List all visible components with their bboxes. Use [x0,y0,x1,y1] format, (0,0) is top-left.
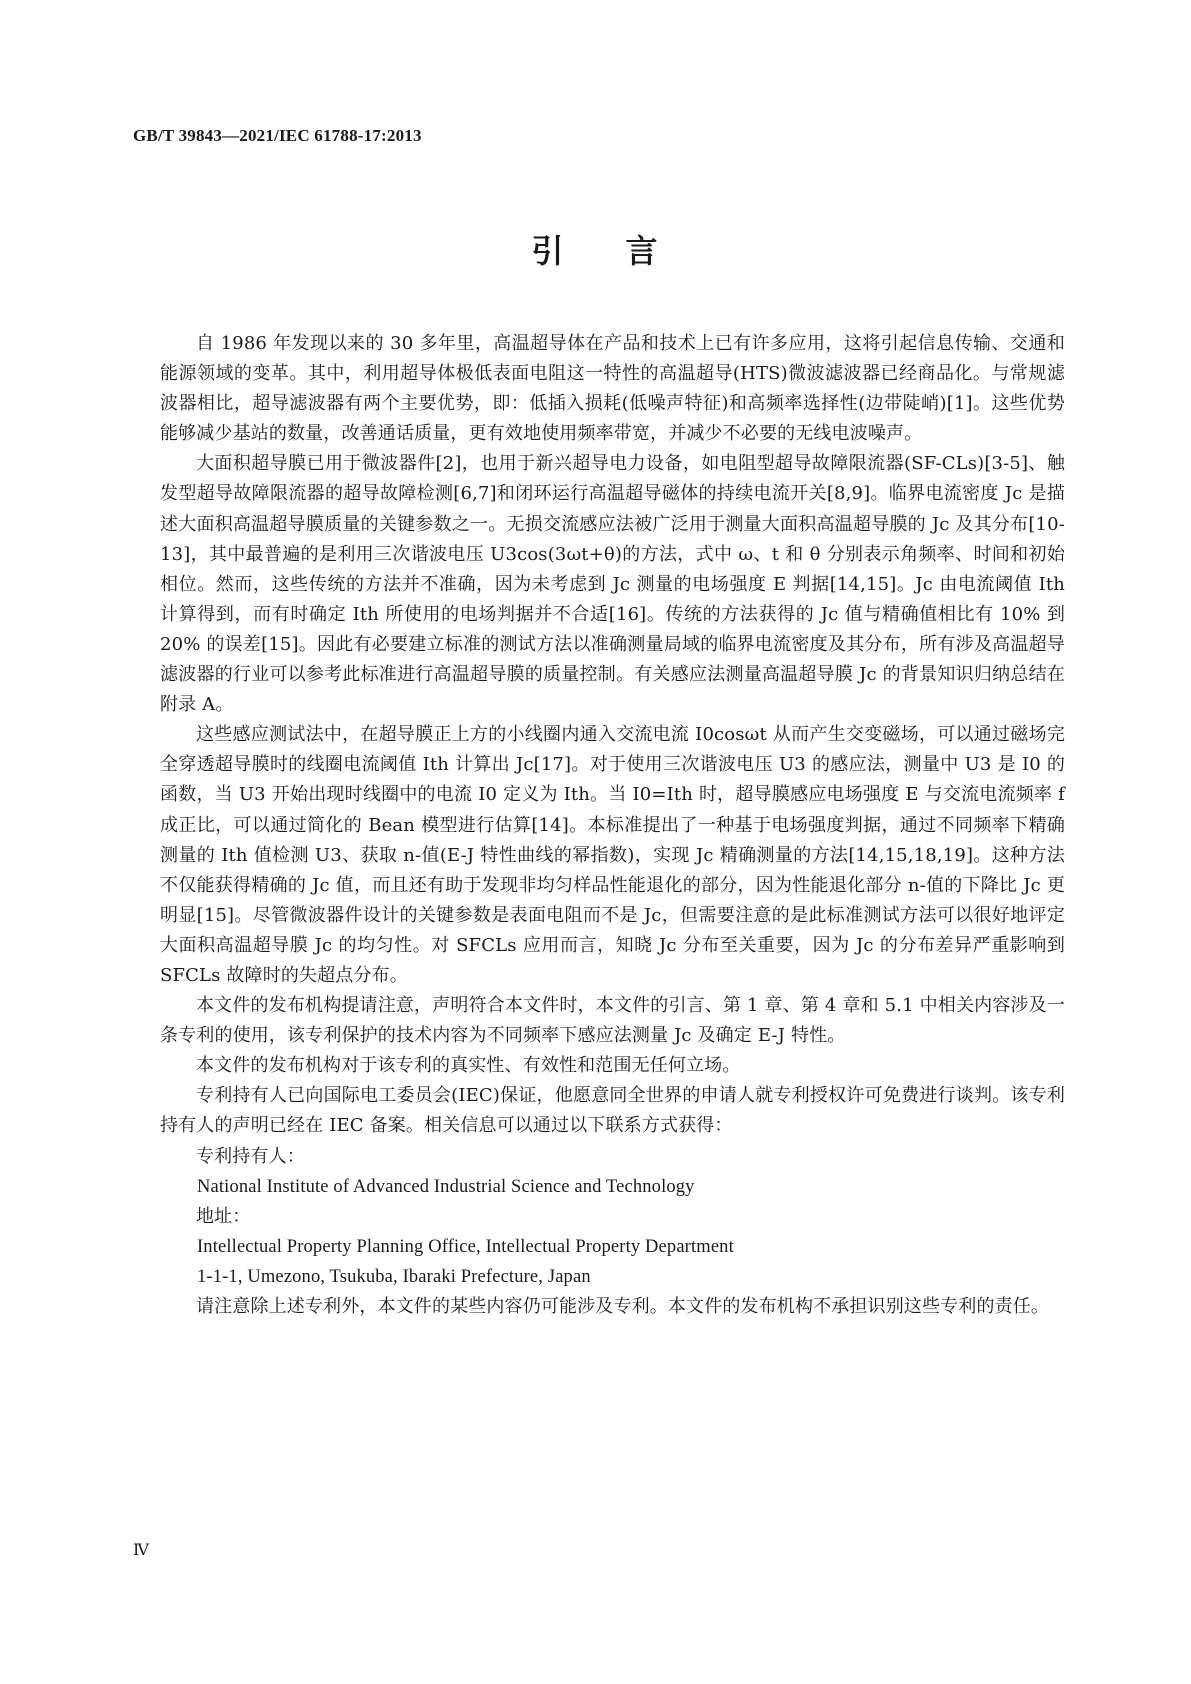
title-char-1: 引 [531,232,566,270]
address-line-1: Intellectual Property Planning Office, Intellectual Property Department [197,1236,734,1257]
paragraph-4: 本文件的发布机构提请注意，声明符合本文件时，本文件的引言、第 1 章、第 4 章和 5.1 中相关内容涉及一条专利的使用，该专利保护的技术内容为不同频率下感应法测量 Jc 及确定 E-J 特性。 [160,995,1065,1047]
standard-code: GB/T 39843—2021/IEC 61788-17:2013 [133,126,422,145]
section-title [0,226,1191,272]
paragraph-1: 自 1986 年发现以来的 30 多年里，高温超导体在产品和技术上已有许多应用，这将引起信息传输、交通和能源领域的变革。其中，利用超导体极低表面电阻这一特性的高温超导(HTS)微波滤波器已经商品化。与常规滤波器相比，超导滤波器有两个主要优势，即：低插入损耗(低噪声特征)和高频率选择性(边带陡峭)[1]。这些优势能够减少基站的数量，改善通话质量，更有效地使用频率带宽，并减少不必要的无线电波噪声。 [160,333,1065,445]
paragraph-3: 这些感应测试法中，在超导膜正上方的小线圈内通入交流电流 I0cosωt 从而产生交变磁场，可以通过磁场完全穿透超导膜时的线圈电流阈值 Ith 计算出 Jc[17]。对于使用三次谐波电压 U3 的感应法，测量中 U3 是 I0 的函数，当 U3 开始出现时线圈中的电流 I0 定义为 Ith。当 I0=Ith 时，超导膜感应电场强度 E 与交流电流频率 f 成正比，可以通过简化的 Bean 模型进行估算[14]。本标准提出了一种基于电场强度判据，通过不同频率下精确测量的 Ith 值检测 U3、获取 n-值(E-J 特性曲线的幂指数)，实现 Jc 精确测量的方法[14,15,18,19]。这种方法不仅能获得精确的 Jc 值，而且还有助于发现非均匀样品性能退化的部分，因为性能退化部分 n-值的下降比 Jc 更明显[15]。尽管微波器件设计的关键参数是表面电阻而不是 Jc，但需要注意的是此标准测试方法可以很好地评定大面积高温超导膜 Jc 的均匀性。对 SFCLs 应用而言，知晓 Jc 分布至关重要，因为 Jc 的分布差异严重影响到 SFCLs 故障时的失超点分布。 [160,724,1065,986]
patent-holder-name: National Institute of Advanced Industrial Science and Technology [197,1176,695,1197]
page-number: Ⅳ [133,1542,149,1559]
address-line-2: 1-1-1, Umezono, Tsukuba, Ibaraki Prefecture, Japan [197,1266,591,1287]
introduction-body [160,329,1065,1322]
title-char-2: 言 [625,232,660,270]
patent-holder-label: 专利持有人： [196,1145,305,1167]
paragraph-2: 大面积超导膜已用于微波器件[2]，也用于新兴超导电力设备，如电阻型超导故障限流器(SF-CLs)[3-5]、触发型超导故障限流器的超导故障检测[6,7]和闭环运行高温超导磁体的持续电流开关[8,9]。临界电流密度 Jc 是描述大面积高温超导膜质量的关键参数之一。无损交流感应法被广泛用于测量大面积高温超导膜的 Jc 及其分布[10-13]，其中最普遍的是利用三次谐波电压 U3cos(3ωt+θ)的方法，式中 ω、t 和 θ 分别表示角频率、时间和初始相位。然而，这些传统的方法并不准确，因为未考虑到 Jc 测量的电场强度 E 判据[14,15]。Jc 由电流阈值 Ith 计算得到，而有时确定 Ith 所使用的电场判据并不合适[16]。传统的方法获得的 Jc 值与精确值相比有 10% 到 20% 的误差[15]。因此有必要建立标准的测试方法以准确测量局域的临界电流密度及其分布，所有涉及高温超导滤波器的行业可以参考此标准进行高温超导膜的质量控制。有关感应法测量高温超导膜 Jc 的背景知识归纳总结在附录 A。 [160,453,1065,716]
address-label: 地址： [196,1205,251,1227]
paragraph-5: 本文件的发布机构对于该专利的真实性、有效性和范围无任何立场。 [196,1055,741,1077]
paragraph-6: 专利持有人已向国际电工委员会(IEC)保证，他愿意同全世界的申请人就专利授权许可免费进行谈判。该专利持有人的声明已经在 IEC 备案。相关信息可以通过以下联系方式获得： [160,1085,1065,1137]
closing-paragraph: 请注意除上述专利外，本文件的某些内容仍可能涉及专利。本文件的发布机构不承担识别这些专利的责任。 [196,1296,1050,1317]
